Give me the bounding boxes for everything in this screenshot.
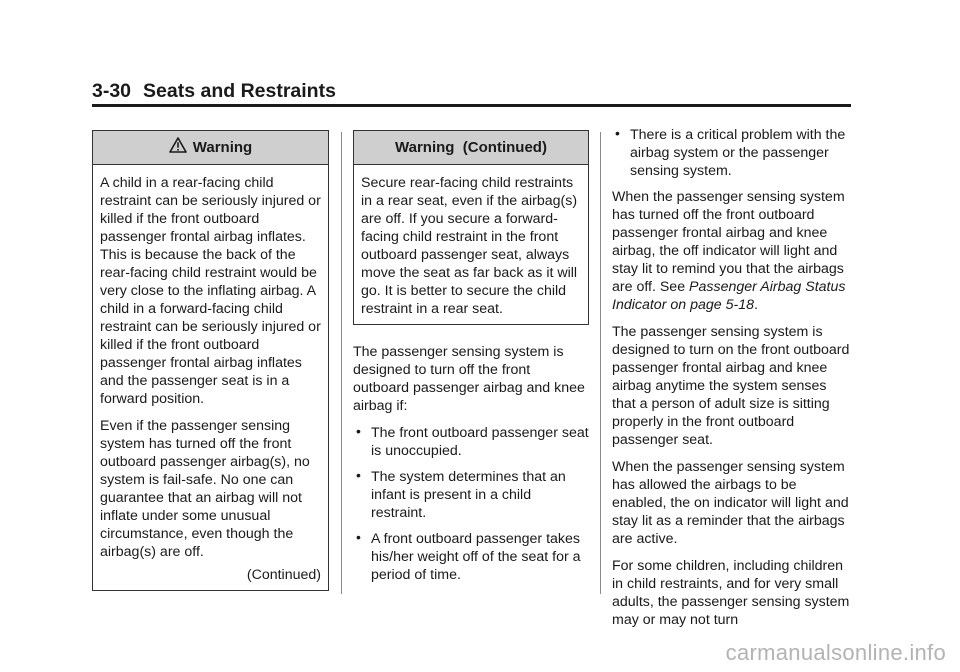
list-item bbox=[353, 468, 589, 522]
column-middle bbox=[353, 130, 589, 592]
list-item-text: A front outboard passenger takes his/her weight off of the seat for a period of time. bbox=[371, 531, 581, 583]
warning-box-continued bbox=[353, 130, 589, 325]
column-right bbox=[612, 126, 852, 638]
cross-reference-link[interactable]: Passenger Airbag Status Indicator on page 5-18 bbox=[612, 279, 846, 313]
page-number: 3-30 bbox=[92, 80, 132, 102]
body-paragraph: For some children, including children in child restraints, and for very small adults, the passenger sensing system may or may not turn bbox=[612, 558, 850, 628]
column-left bbox=[92, 130, 329, 591]
warning-body bbox=[354, 165, 588, 324]
bullet-icon: • bbox=[356, 423, 361, 439]
watermark: carmanualsonline.info bbox=[725, 640, 946, 665]
list-item bbox=[612, 126, 852, 180]
warning-paragraph: Secure rear-facing child restraints in a rear seat, even if the airbag(s) are off. If you secure a forward-facing child restraint in the front outboard passenger seat, always move the seat as far back as it will go. It is better to secure the child restraint in a rear seat. bbox=[361, 175, 578, 317]
list-item bbox=[353, 424, 589, 460]
continued-label: (Continued) bbox=[246, 567, 321, 583]
header-rule bbox=[92, 104, 851, 107]
list-item-text: The system determines that an infant is present in a child restraint. bbox=[371, 469, 566, 521]
warning-paragraph: Even if the passenger sensing system has turned off the front outboard passenger airbag(s), no system is fail-safe. No one can guarantee that an airbag will not inflate under some unusual circumstance, even though the airbag(s) are off. bbox=[100, 418, 310, 560]
body-paragraph: When the passenger sensing system has allowed the airbags to be enabled, the on indicator will light and stay lit as a reminder that the airbags are active. bbox=[612, 459, 849, 547]
page-header bbox=[92, 80, 336, 103]
bullet-icon: • bbox=[356, 529, 361, 545]
paragraph-end: . bbox=[753, 297, 758, 313]
bullet-icon: • bbox=[615, 125, 620, 141]
section-title: Seats and Restraints bbox=[143, 80, 336, 102]
column-divider bbox=[341, 132, 342, 594]
body-paragraph bbox=[612, 188, 852, 314]
warning-title: Warning (Continued) bbox=[395, 138, 547, 156]
warning-header bbox=[354, 131, 588, 165]
bullet-icon: • bbox=[356, 467, 361, 483]
paragraph-text: When the passenger sensing system has turned off the front outboard passenger frontal airbag and knee airbag, the off indicator will light and stay lit to remind you that the airbags are off. See bbox=[612, 189, 845, 295]
warning-body bbox=[93, 165, 328, 590]
list-item-text: The front outboard passenger seat is unoccupied. bbox=[371, 425, 589, 459]
warning-header bbox=[93, 131, 328, 165]
column-divider bbox=[600, 132, 601, 594]
body-paragraph: The passenger sensing system is designed to turn off the front outboard passenger airbag and knee airbag if: bbox=[353, 344, 585, 414]
list-item bbox=[353, 530, 589, 584]
warning-title: Warning bbox=[192, 138, 253, 156]
body-paragraph: The passenger sensing system is designed to turn on the front outboard passenger frontal airbag and knee airbag anytime the system senses that a person of adult size is sitting properly in the front outboard passenger seat. bbox=[612, 324, 850, 448]
list-item-text: There is a critical problem with the airbag system or the passenger sensing system. bbox=[630, 127, 846, 179]
caution-triangle-icon bbox=[169, 137, 187, 158]
warning-paragraph: A child in a rear-facing child restraint can be seriously injured or killed if the front outboard passenger frontal airbag inflates. This is because the back of the rear-facing child restraint would be very close to the inflating airbag. A child in a forward-facing child restraint can be seriously injured or killed if the front outboard passenger frontal airbag inflates and the passenger seat is in a forward position. bbox=[100, 175, 321, 407]
warning-box bbox=[92, 130, 329, 591]
